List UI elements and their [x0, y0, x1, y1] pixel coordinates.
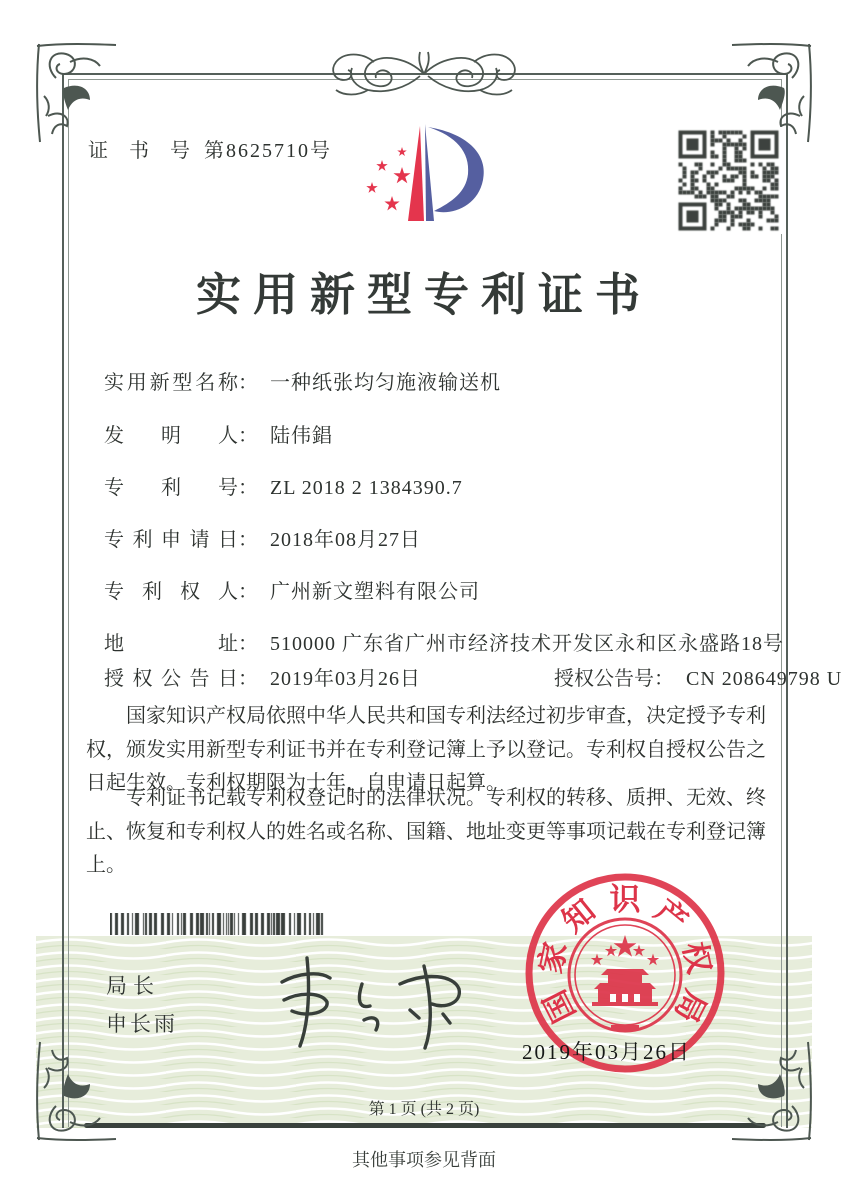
svg-text:产: 产	[648, 892, 695, 940]
field-value: 510000 广东省广州市经济技术开发区永和区永盛路18号	[270, 633, 784, 655]
field-label: 授 权 公 告 日	[104, 668, 238, 690]
field-label: 发 明 人	[104, 425, 238, 447]
back-side-note: 其他事项参见背面	[352, 1150, 496, 1170]
legal-paragraph-1: 国家知识产权局依照中华人民共和国专利法经过初步审查，决定授予专利权，颁发实用新型专利证书并在专利登记簿上予以登记。专利权自授权公告之日起生效。专利权期限为十年，自申请日起算。	[86, 705, 766, 794]
field-label: 专 利 权 人	[104, 581, 238, 603]
colon: ：	[238, 425, 258, 447]
certificate-number	[88, 134, 332, 163]
corner-flourish-icon	[34, 42, 118, 144]
field-value: 广州新文塑料有限公司	[270, 581, 480, 603]
field-grant-no	[554, 662, 842, 691]
field-value: 一种纸张均匀施液输送机	[270, 372, 501, 394]
certificate-number-value: 第8625710号	[204, 140, 332, 162]
field-row-patent-no	[104, 471, 463, 499]
svg-text:权: 权	[676, 938, 718, 977]
field-label: 地 址	[104, 633, 238, 655]
colon: ：	[238, 529, 258, 551]
field-row-name	[104, 366, 501, 394]
colon: ：	[238, 581, 258, 603]
page-number: 第 1 页 (共 2 页)	[368, 1101, 480, 1118]
certificate-border-bottom-rule	[84, 1123, 766, 1128]
field-value: 陆伟錩	[270, 425, 333, 447]
officer-signature	[212, 948, 464, 1052]
field-value: 2019年03月26日	[270, 668, 421, 690]
svg-text:局: 局	[667, 984, 714, 1029]
cnipa-logo-icon	[358, 118, 488, 230]
colon: ：	[654, 668, 674, 690]
svg-text:家: 家	[532, 938, 574, 977]
certificate-number-label: 证 书 号	[88, 140, 198, 162]
field-value: ZL 2018 2 1384390.7	[270, 477, 463, 499]
field-label: 实 用 新 型 名 称	[104, 372, 238, 394]
corner-flourish-icon	[34, 1040, 118, 1142]
field-label: 专 利 申 请 日	[104, 529, 238, 551]
field-row-address	[104, 627, 784, 655]
field-label: 授权公告号	[554, 668, 654, 690]
field-row-grant-date	[104, 662, 843, 690]
colon: ：	[238, 372, 258, 394]
barcode	[110, 913, 326, 935]
svg-text:知: 知	[555, 892, 602, 940]
top-scroll-ornament-icon	[322, 48, 526, 100]
seal-date: 2019年03月26日	[522, 1040, 691, 1064]
svg-text:识: 识	[609, 882, 641, 917]
qr-code	[675, 127, 782, 234]
certificate-title: 实用新型专利证书	[195, 270, 652, 320]
legal-paragraph-2: 专利证书记载专利权登记时的法律状况。专利权的转移、质押、无效、终止、恢复和专利权人的姓名或名称、国籍、地址变更等事项记载在专利登记簿上。	[86, 787, 766, 876]
corner-flourish-icon	[730, 1040, 814, 1142]
field-value: CN 208649798 U	[686, 668, 843, 690]
field-label: 专 利 号	[104, 477, 238, 499]
field-value: 2018年08月27日	[270, 529, 421, 551]
svg-text:国: 国	[536, 984, 583, 1029]
colon: ：	[238, 668, 258, 690]
officer-name: 申长雨	[106, 1012, 178, 1036]
field-row-inventor	[104, 419, 333, 447]
colon: ：	[238, 477, 258, 499]
officer-title: 局长	[106, 974, 160, 998]
colon: ：	[238, 633, 258, 655]
field-row-filing-date	[104, 523, 421, 551]
field-row-patentee	[104, 575, 480, 603]
